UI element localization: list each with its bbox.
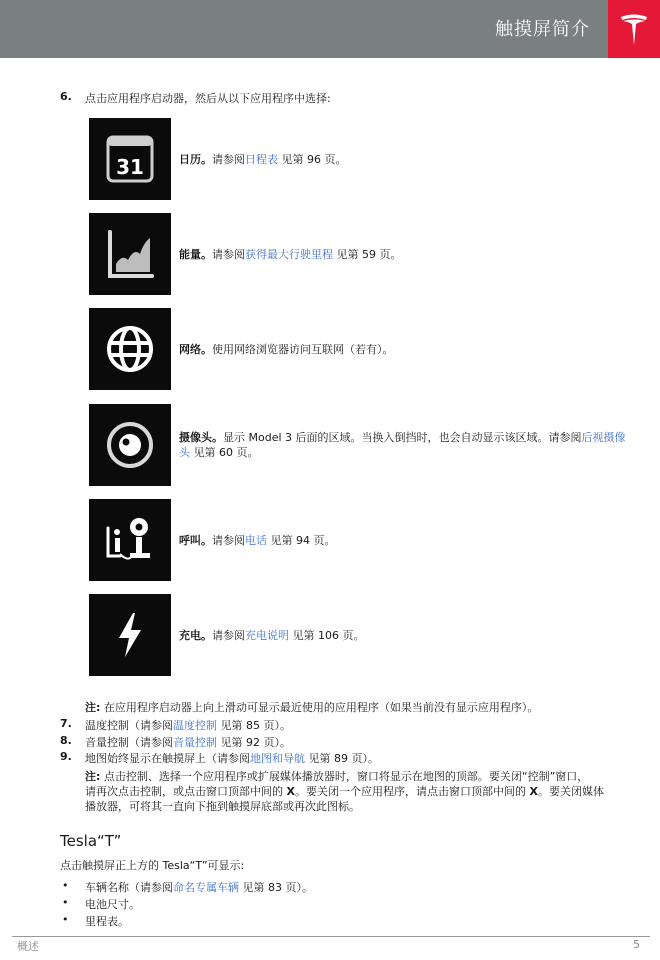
step-9-number: 9. (60, 750, 72, 763)
link-volume-controls[interactable]: 音量控制 (173, 736, 217, 749)
note-controls-window: 注: 点击控制、选择一个应用程序或扩展媒体播放器时，窗口将显示在地图的顶部。要关闭“控制”窗口， 请再次点击控制，或点击窗口顶部中间的 X。要关闭一个应用程序，请点击窗口顶部中间的 X。要关闭媒体 播放器，可将其一直向下拖到触摸屏底部或再次此图标。 (85, 770, 604, 813)
page-number: 5 (633, 938, 640, 951)
bullet-marker: • (62, 879, 69, 892)
app-desc-pre: 请参阅 (212, 152, 245, 166)
app-row-energy (89, 213, 629, 295)
note-label: 注: (85, 770, 101, 783)
link-max-range[interactable]: 获得最大行驶里程 (245, 247, 333, 261)
note-text: 在应用程序启动器上向上滑动可显示最近使用的应用程序（如果当前没有显示应用程序）。 (100, 701, 539, 714)
app-name-camera: 摄像头。 (179, 431, 223, 444)
close-x-label: X (529, 785, 538, 798)
step-7-text: 温度控制（请参阅温度控制 见第 85 页）。 (85, 719, 291, 732)
link-maps-navigation[interactable]: 地图和导航 (250, 752, 305, 765)
bullet-marker: • (62, 896, 69, 909)
lightning-icon (104, 609, 156, 661)
app-desc-phone (179, 499, 629, 581)
app-row-calendar (89, 118, 629, 200)
app-desc-pre: 请参阅 (212, 247, 245, 261)
calendar-app-tile (89, 118, 171, 200)
app-desc-pre: 请参阅 (212, 533, 245, 547)
link-charging-instructions[interactable]: 充电说明 (245, 628, 289, 642)
calendar-icon-day: 31 (116, 155, 144, 179)
app-desc-camera (179, 404, 629, 486)
globe-icon (104, 323, 156, 375)
footer-section-name: 概述 (17, 940, 39, 953)
app-desc-charging (179, 594, 629, 676)
section-heading: Tesla“T” (60, 832, 122, 850)
page-title: 触摸屏简介 (495, 19, 590, 40)
phone-icon (104, 514, 156, 566)
charging-app-tile (89, 594, 171, 676)
step-7-number: 7. (60, 717, 72, 730)
app-row-charging (89, 594, 629, 676)
note-app-launcher (85, 700, 630, 715)
close-x-label: X (286, 785, 295, 798)
app-desc-energy (179, 213, 629, 295)
tesla-logo (608, 0, 660, 58)
link-rear-camera[interactable]: 后视摄像头 (179, 431, 626, 459)
app-desc-pre: 显示 Model 3 后面的区域。当换入倒挡时，也会自动显示该区域。请参阅 (223, 431, 582, 444)
app-desc-post: 见第 106 页。 (289, 628, 365, 642)
app-desc-post: 见第 94 页。 (267, 533, 336, 547)
app-row-phone (89, 499, 629, 581)
energy-app-tile (89, 213, 171, 295)
app-desc-pre: 请参阅 (212, 628, 245, 642)
step-6-number: 6. (60, 90, 72, 103)
link-phone[interactable]: 电话 (245, 533, 267, 547)
section-intro: 点击触摸屏正上方的 Tesla“T”可显示: (60, 859, 245, 872)
app-name-calendar: 日历。 (179, 152, 212, 166)
app-row-camera (89, 404, 629, 486)
energy-icon (104, 228, 156, 280)
web-app-tile (89, 308, 171, 390)
app-desc-pre: 使用网络浏览器访问互联网（若有）。 (212, 342, 394, 356)
bullet-odometer: 里程表。 (85, 915, 129, 928)
app-name-energy: 能量。 (179, 247, 212, 261)
app-desc-web (179, 308, 629, 390)
footer-divider (12, 936, 650, 937)
app-desc-post: 见第 96 页。 (278, 152, 347, 166)
app-row-web (89, 308, 629, 390)
app-desc-post: 见第 60 页。 (190, 446, 259, 459)
link-schedule[interactable]: 日程表 (245, 152, 278, 166)
tesla-t-logo-icon (619, 12, 649, 46)
app-name-web: 网络。 (179, 342, 212, 356)
step-6-text: 点击应用程序启动器，然后从以下应用程序中选择: (85, 92, 331, 105)
app-desc-post: 见第 59 页。 (333, 247, 402, 261)
app-desc-calendar (179, 118, 629, 200)
app-name-charging: 充电。 (179, 628, 212, 642)
bullet-vehicle-name: 车辆名称（请参阅命名专属车辆 见第 83 页）。 (85, 881, 313, 894)
step-8-number: 8. (60, 734, 72, 747)
link-name-vehicle[interactable]: 命名专属车辆 (173, 881, 239, 894)
phone-app-tile (89, 499, 171, 581)
calendar-icon (104, 133, 156, 185)
bullet-marker: • (62, 913, 69, 926)
camera-app-tile (89, 404, 171, 486)
app-name-phone: 呼叫。 (179, 533, 212, 547)
step-9-text: 地图始终显示在触摸屏上（请参阅地图和导航 见第 89 页）。 (85, 752, 379, 765)
bullet-battery-size: 电池尺寸。 (85, 898, 140, 911)
note-label: 注: (85, 701, 101, 714)
page-header (0, 0, 660, 58)
camera-icon (104, 419, 156, 471)
step-8-text: 音量控制（请参阅音量控制 见第 92 页）。 (85, 736, 291, 749)
link-climate-controls[interactable]: 温度控制 (173, 719, 217, 732)
